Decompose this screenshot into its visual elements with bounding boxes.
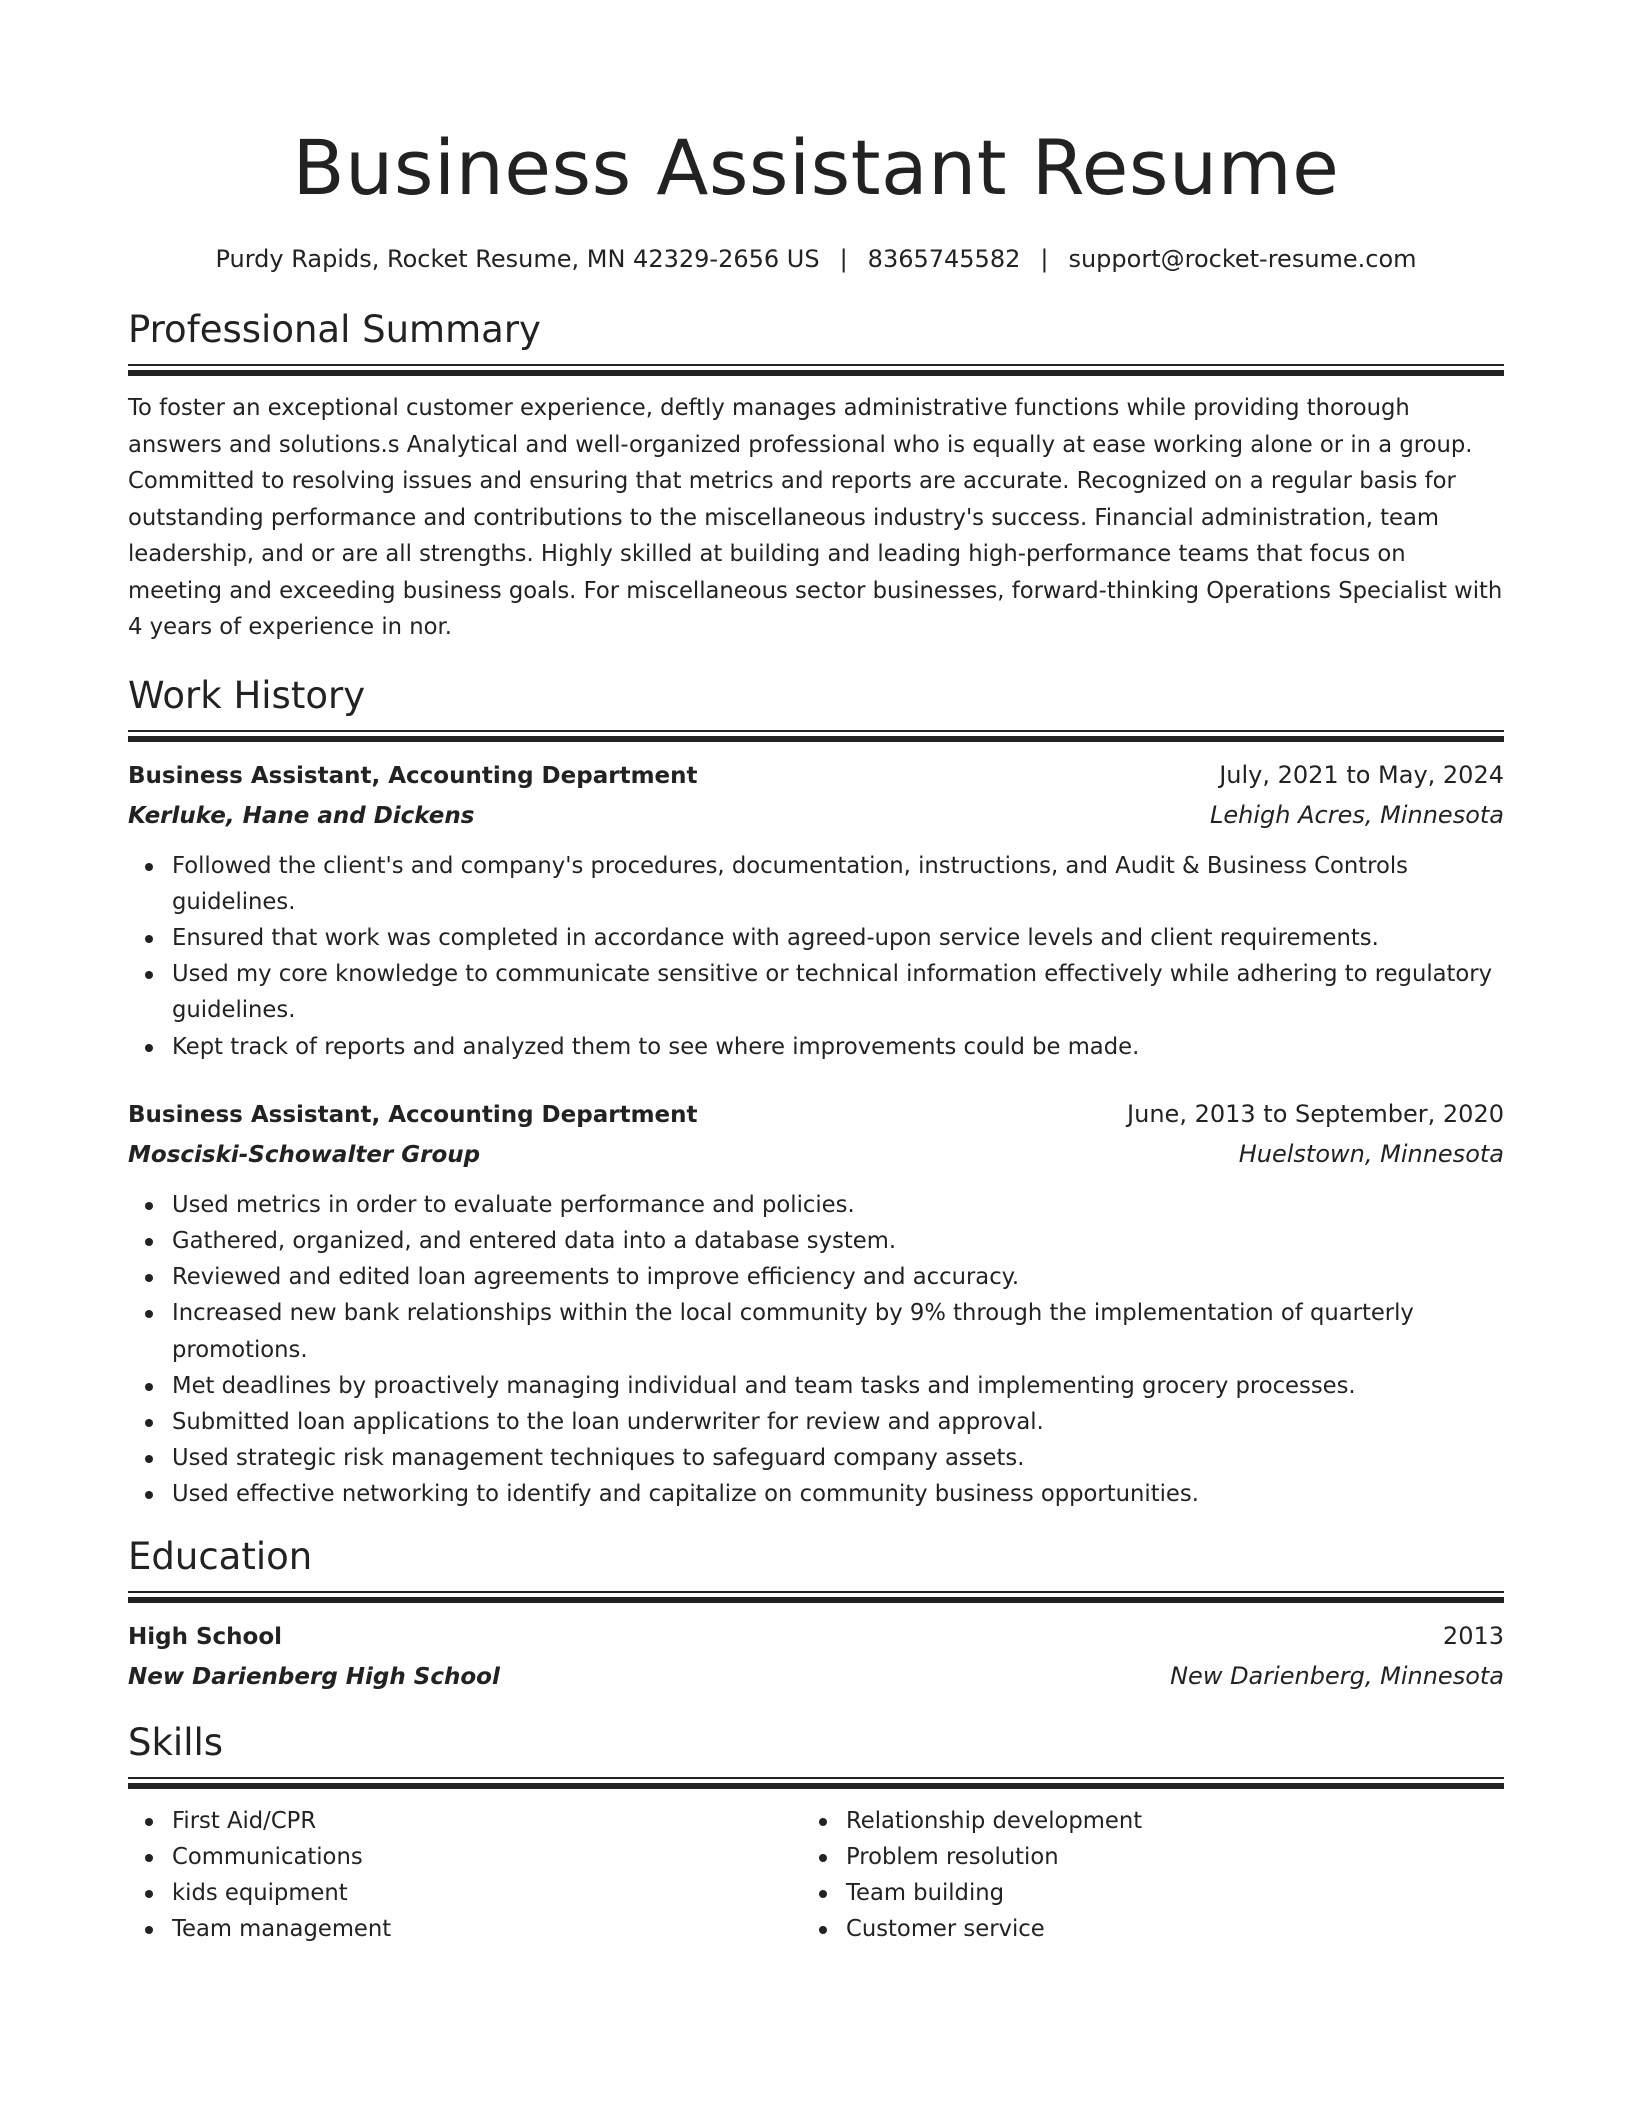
skills-column-right [802, 1803, 1476, 1948]
section-divider [128, 730, 1504, 742]
job-bullet: Used strategic risk management techniques to safeguard company assets. [172, 1440, 1504, 1476]
skills-column-left [128, 1803, 802, 1948]
skill-item: kids equipment [172, 1875, 802, 1911]
education-degree: High School [128, 1623, 283, 1650]
education-header-row [128, 1617, 1504, 1657]
skills-grid [128, 1803, 1504, 1948]
section-divider [128, 1591, 1504, 1603]
contact-separator: | [1040, 245, 1049, 273]
job-employer-row [128, 1135, 1504, 1175]
skill-item: Relationship development [846, 1803, 1476, 1839]
job-bullet: Gathered, organized, and entered data into a database system. [172, 1223, 1504, 1259]
job-dates: June, 2013 to September, 2020 [1127, 1099, 1504, 1128]
job-bullet-list [128, 1187, 1504, 1513]
summary-heading: Professional Summary [128, 308, 541, 351]
education-heading: Education [128, 1534, 313, 1578]
job-location: Lehigh Acres, Minnesota [1210, 800, 1504, 829]
skill-item: Problem resolution [846, 1839, 1476, 1875]
skill-item: First Aid/CPR [172, 1803, 802, 1839]
skill-item: Customer service [846, 1911, 1476, 1947]
job-employer: Kerluke, Hane and Dickens [128, 802, 475, 829]
education-entry [128, 1617, 1504, 1697]
job-entry [128, 1095, 1504, 1513]
job-location: Huelstown, Minnesota [1238, 1139, 1504, 1168]
skills-list [128, 1803, 802, 1948]
job-bullet: Used effective networking to identify and capitalize on community business opportunities. [172, 1476, 1504, 1512]
contact-address: Purdy Rapids, Rocket Resume, MN 42329-2656 US [215, 245, 820, 273]
job-header-row [128, 756, 1504, 796]
skill-item: Team building [846, 1875, 1476, 1911]
resume-title: Business Assistant Resume [292, 123, 1340, 212]
job-bullet: Submitted loan applications to the loan underwriter for review and approval. [172, 1404, 1504, 1440]
job-header-row [128, 1095, 1504, 1135]
job-bullet: Used metrics in order to evaluate performance and policies. [172, 1187, 1504, 1223]
contact-separator: | [839, 245, 848, 273]
contact-phone: 8365745582 [867, 245, 1021, 273]
job-bullet: Reviewed and edited loan agreements to improve efficiency and accuracy. [172, 1259, 1504, 1295]
job-title: Business Assistant, Accounting Department [128, 762, 698, 789]
job-bullet: Kept track of reports and analyzed them to see where improvements could be made. [172, 1029, 1504, 1065]
education-year: 2013 [1442, 1621, 1504, 1650]
section-divider [128, 364, 1504, 376]
skills-section [128, 1719, 1504, 1948]
skills-list [802, 1803, 1476, 1948]
contact-line [128, 242, 1504, 276]
job-entry [128, 756, 1504, 1065]
job-bullet: Ensured that work was completed in accordance with agreed-upon service levels and client requirements. [172, 920, 1504, 956]
skills-heading: Skills [128, 1720, 224, 1764]
job-bullet-list [128, 848, 1504, 1065]
skill-item: Communications [172, 1839, 802, 1875]
job-title: Business Assistant, Accounting Department [128, 1101, 698, 1128]
education-school-row [128, 1657, 1504, 1697]
summary-text: To foster an exceptional customer experience, deftly manages administrative functions while providing thorough answers and solutions.s Analytical and well-organized professional who is equally at ease working alone or in a group. Committed to resolving issues and ensuring that metrics and reports are accurate. Recognized on a regular basis for outstanding performance and contributions to the miscellaneous industry's success. Financial administration, team leadership, and or are all strengths. Highly skilled at building and leading high-performance teams that focus on meeting and exceeding business goals. For miscellaneous sector businesses, forward-thinking Operations Specialist with 4 years of experience in nor. [128, 395, 1503, 640]
contact-email: support@rocket-resume.com [1068, 245, 1417, 273]
job-employer-row [128, 796, 1504, 836]
summary-section [128, 306, 1504, 646]
job-bullet: Used my core knowledge to communicate sensitive or technical information effectively while adhering to regulatory guidelines. [172, 956, 1504, 1028]
job-bullet: Followed the client's and company's procedures, documentation, instructions, and Audit & Business Controls guidelines. [172, 848, 1504, 920]
education-school: New Darienberg High School [128, 1663, 500, 1690]
work-history-section [128, 672, 1504, 1513]
work-history-heading: Work History [128, 673, 366, 717]
education-section [128, 1533, 1504, 1697]
section-divider [128, 1777, 1504, 1789]
job-bullet: Met deadlines by proactively managing individual and team tasks and implementing grocery processes. [172, 1368, 1504, 1404]
education-location: New Darienberg, Minnesota [1170, 1661, 1504, 1690]
job-bullet: Increased new bank relationships within the local community by 9% through the implementation of quarterly promotions. [172, 1295, 1504, 1367]
skill-item: Team management [172, 1911, 802, 1947]
job-employer: Mosciski-Schowalter Group [128, 1141, 481, 1168]
job-dates: July, 2021 to May, 2024 [1219, 760, 1504, 789]
